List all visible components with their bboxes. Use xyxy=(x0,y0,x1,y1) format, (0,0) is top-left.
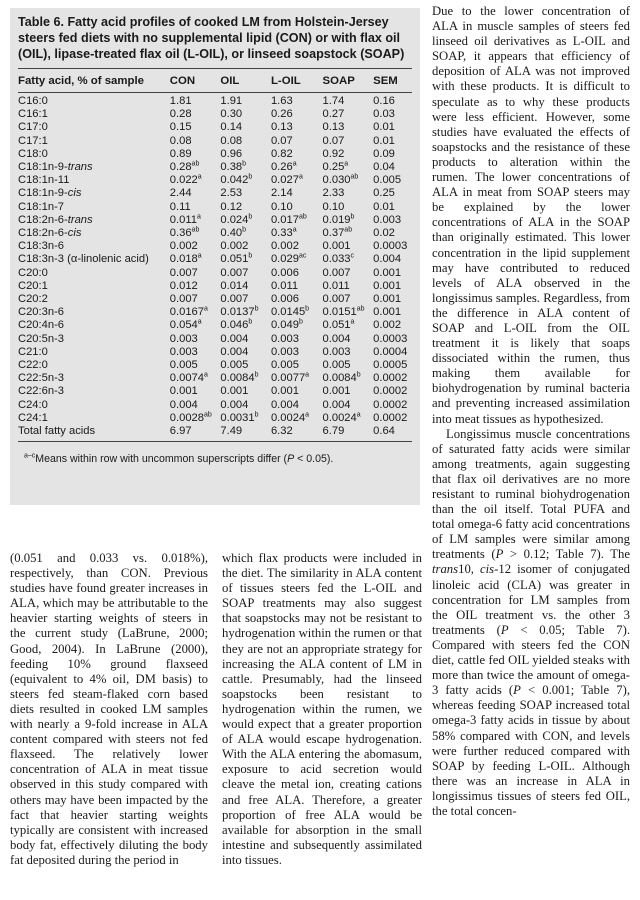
cell-sem: 0.0005 xyxy=(373,359,408,372)
cell-l-oil: 0.0145$^b$ xyxy=(270,305,310,319)
table-row xyxy=(18,135,412,148)
cell-oil: 0.12 xyxy=(220,200,243,213)
cell-soap: 0.030$^{ab}$ xyxy=(322,173,359,187)
fatty-acid-name: C20:5n-3 xyxy=(18,332,65,345)
cell-l-oil: 0.0024$^a$ xyxy=(270,411,310,424)
cell-sem: 0.0003 xyxy=(373,240,408,253)
cell-soap: 0.25$^a$ xyxy=(322,160,349,174)
header-oil: OIL xyxy=(220,75,240,87)
footnote-text: Means within row with uncommon superscripts differ ( xyxy=(35,453,288,466)
cell-soap: 0.0151$^{ab}$ xyxy=(322,305,365,319)
cell-soap: 0.0024$^a$ xyxy=(322,411,361,424)
left-paragraph: (0.051 and 0.033 vs. 0.018%), respectively, than CON. Previous studies have found greater increases in ALA, which may be attributable to the heavier starting weights of steers in the current study (LaBrune, 2000; Good, 2004). In LaBrune (2000), feeding 10% ground flaxseed (equivalent to 4% oil, DM basis) to steers fed steam-flaked corn based diets resulted in cooked LM samples with nearly a 9-fold increase in ALA content compared with steers not fed flaxseed. The relatively lower concentration of ALA in meat tissue observed in this study compared with others may have been impacted by the fact that heavier starting weights typically are consistent with increased body fat, effectively diluting the body fat deposited during the period in xyxy=(10,551,208,867)
cell-con: 0.28$^{ab}$ xyxy=(169,160,200,174)
cell-soap: 0.001 xyxy=(322,385,351,398)
cell-sem: 0.03 xyxy=(373,108,395,121)
table-row xyxy=(18,148,412,161)
fatty-acid-name: C18:1n-11 xyxy=(18,174,70,187)
cell-oil: 1.91 xyxy=(220,95,243,107)
fatty-acid-name: C18:2n-6-trans xyxy=(18,213,93,226)
cell-oil: 0.024$^b$ xyxy=(220,213,253,226)
table-row xyxy=(18,346,412,359)
table-row xyxy=(18,306,412,319)
cell-con: 0.012 xyxy=(169,279,198,292)
cell-l-oil: 0.027$^a$ xyxy=(270,173,303,187)
header-l-oil: L-OIL xyxy=(270,75,301,87)
cell-l-oil: 0.10 xyxy=(270,200,293,213)
cell-con: 0.0167$^a$ xyxy=(169,305,208,319)
cell-sem: 0.001 xyxy=(373,306,402,319)
table-row xyxy=(18,385,412,398)
cell-soap: 0.004 xyxy=(322,332,351,345)
cell-sem: 0.002 xyxy=(373,319,402,332)
table-row xyxy=(18,333,412,346)
cell-sem: 0.001 xyxy=(373,293,402,306)
fatty-acid-name: C20:0 xyxy=(18,266,48,279)
total-soap: 6.79 xyxy=(322,425,345,438)
total-label: Total fatty acids xyxy=(18,425,96,438)
cell-l-oil: 0.011 xyxy=(270,279,299,292)
cell-con: 0.15 xyxy=(169,121,192,134)
header-fatty-acid: Fatty acid, % of sample xyxy=(18,75,144,87)
cell-soap: 0.37$^{ab}$ xyxy=(322,226,353,240)
cell-sem: 0.001 xyxy=(373,266,402,279)
left-column-text xyxy=(10,551,208,868)
table-title: Table 6. Fatty acid profiles of cooked LM from Holstein-Jersey steers fed diets with no supplemental lipid (CON) or with flax oil (OIL), lipase-treated flax oil (L-OIL), or linseed soapstock (SOAP) xyxy=(18,15,405,61)
total-l-oil: 6.32 xyxy=(270,425,293,438)
cell-con: 0.007 xyxy=(169,266,198,279)
fatty-acid-name: C18:1n-7 xyxy=(18,200,65,213)
cell-soap: 0.0084$^b$ xyxy=(322,371,361,385)
table-row xyxy=(18,227,412,240)
cell-l-oil: 0.003 xyxy=(270,332,299,345)
cell-l-oil: 0.049$^b$ xyxy=(270,318,303,332)
cell-sem: 0.16 xyxy=(373,95,395,107)
cell-l-oil: 0.003 xyxy=(270,345,299,358)
cell-oil: 0.40$^b$ xyxy=(220,226,247,240)
cell-l-oil: 0.017$^{ab}$ xyxy=(270,213,307,226)
cell-con: 0.003 xyxy=(169,332,198,345)
cell-l-oil: 0.006 xyxy=(270,293,299,306)
table-row xyxy=(18,280,412,293)
cell-l-oil: 0.33$^a$ xyxy=(270,226,297,240)
cell-oil: 0.14 xyxy=(220,121,243,134)
cell-soap: 0.001 xyxy=(322,240,351,253)
cell-soap: 0.10 xyxy=(322,200,345,213)
cell-oil: 0.001 xyxy=(220,385,249,398)
table-row xyxy=(18,201,412,214)
fatty-acid-name: C18:3n-6 xyxy=(18,240,65,253)
fatty-acid-name: C16:1 xyxy=(18,108,48,121)
cell-sem: 0.0002 xyxy=(373,372,408,385)
fatty-acid-name: C20:3n-6 xyxy=(18,306,65,319)
cell-l-oil: 0.004 xyxy=(270,398,299,411)
cell-con: 0.018$^a$ xyxy=(169,252,202,266)
cell-sem: 0.0003 xyxy=(373,332,408,345)
cell-l-oil: 0.001 xyxy=(270,385,299,398)
cell-con: 0.002 xyxy=(169,240,198,253)
fatty-acid-name: C22:5n-3 xyxy=(18,372,65,385)
cell-oil: 0.007 xyxy=(220,266,249,279)
cell-oil: 0.004 xyxy=(220,345,249,358)
cell-l-oil: 0.005 xyxy=(270,359,299,372)
total-con: 6.97 xyxy=(169,425,192,438)
cell-soap: 0.011 xyxy=(322,279,350,292)
table-row xyxy=(18,108,412,121)
cell-con: 0.022$^a$ xyxy=(169,173,202,187)
cell-oil: 0.0031$^b$ xyxy=(220,411,259,424)
fatty-acid-name: C18:1n-9-trans xyxy=(18,161,93,174)
cell-oil: 0.046$^b$ xyxy=(220,318,253,332)
cell-con: 0.007 xyxy=(169,293,198,306)
cell-soap: 0.004 xyxy=(322,398,351,411)
p2-text-c: 10, xyxy=(458,562,481,577)
cell-con: 0.11 xyxy=(169,200,191,213)
fatty-acid-name: C20:4n-6 xyxy=(18,319,65,332)
cell-oil: 0.051$^b$ xyxy=(220,252,253,266)
p2-p-italic-1: P xyxy=(495,547,504,562)
fatty-acid-name: C20:1 xyxy=(18,279,48,292)
table-row xyxy=(18,399,412,412)
cell-oil: 2.53 xyxy=(220,187,243,200)
cell-con: 0.001 xyxy=(169,385,198,398)
cell-sem: 0.0002 xyxy=(373,411,408,424)
p2-p-italic-3: P xyxy=(513,683,521,698)
table-row xyxy=(18,240,412,253)
table-row xyxy=(18,293,412,306)
cell-oil: 0.004 xyxy=(220,398,249,411)
fatty-acid-name: C22:6n-3 xyxy=(18,385,65,398)
cell-oil: 0.042$^b$ xyxy=(220,173,253,187)
cell-oil: 0.005 xyxy=(220,359,249,372)
table-row xyxy=(18,359,412,372)
cell-con: 0.003 xyxy=(169,345,198,358)
cell-sem: 0.01 xyxy=(373,200,395,213)
cell-sem: 0.003 xyxy=(373,213,402,226)
table-body xyxy=(18,93,412,425)
cell-l-oil: 0.0077$^a$ xyxy=(270,371,310,385)
right-column-text xyxy=(432,4,630,819)
fatty-acid-name: C21:0 xyxy=(18,345,48,358)
p2-text-e: < 0.05; Table 7). Compared with steers fed the CON diet, cattle fed OIL yielded steaks with more than twice the amount of omega-3 fatty acids ( xyxy=(432,622,630,698)
cell-con: 0.054$^a$ xyxy=(169,318,202,332)
cell-oil: 0.08 xyxy=(220,134,243,147)
cell-l-oil: 0.006 xyxy=(270,266,299,279)
fatty-acid-name: C20:2 xyxy=(18,293,48,306)
table-row xyxy=(18,253,412,266)
cell-con: 0.005 xyxy=(169,359,198,372)
header-soap: SOAP xyxy=(322,75,355,87)
footnote-p: P xyxy=(287,453,295,466)
cell-l-oil: 0.002 xyxy=(270,240,299,253)
fatty-acid-name: C18:1n-9-cis xyxy=(18,187,82,200)
cell-con: 0.89 xyxy=(169,147,192,160)
cell-l-oil: 0.26 xyxy=(270,108,293,121)
cell-l-oil: 0.82 xyxy=(270,147,293,160)
cell-con: 0.0074$^a$ xyxy=(169,371,208,385)
table-row xyxy=(18,121,412,134)
cell-soap: 0.019$^b$ xyxy=(322,213,355,226)
cell-l-oil: 0.13 xyxy=(270,121,293,134)
total-sem: 0.64 xyxy=(373,425,395,438)
fatty-acid-table xyxy=(10,8,420,505)
cell-con: 0.08 xyxy=(169,134,192,147)
p2-text-b: > 0.12; Table 7). The xyxy=(503,547,630,562)
cell-oil: 0.0084$^b$ xyxy=(220,371,259,385)
cell-soap: 0.003 xyxy=(322,345,351,358)
cell-sem: 0.0002 xyxy=(373,385,408,398)
middle-paragraph: which flax products were included in the diet. The similarity in ALA content of tissues steers fed the L-OIL and SOAP treatments may also suggest that soapstocks may not be resistant to hydrogenation within the rumen or that they are not an appropriate strategy for increasing the ALA content of LM in cattle. Presumably, had the linseed soapstocks been resistant to hydrogenation within the rumen, we would expect that a greater proportion of ALA would escape hydrogenation. With the ALA entering the abomasum, exposure to acid secretion would cleave the metal ion, creating cations and free ALA. Therefore, a greater proportion of free ALA would be available for absorption in the small intestine and subsequently assimilated into tissues. xyxy=(222,551,422,867)
total-oil: 7.49 xyxy=(220,425,243,438)
fatty-acid-name: C18:2n-6-cis xyxy=(18,227,82,240)
right-paragraph-1: Due to the lower concentration of ALA in muscle samples of steers fed linseed oil derivatives as L-OIL and SOAP, it appears that efficiency of deposition of ALA was not improved with these products. It is difficult to speculate as to why these products were less efficient. However, some studies have evaluated the effects of soapstocks and the resistance of these products to alteration within the rumen. The lower concentrations of ALA in meat from SOAP steers may be explained by the lower concentrations of ALA in the SOAP than originally estimated. This lower concentration in the lipid supplement may have contributed to reduced levels of ALA observed in the longissimus samples. Regardless, from the difference in ALA content of SOAP and L-OIL from the OIL treatment it is likely that soaps dissociated within the rumen, thus making them available for biohydrogenation by ruminal bacteria and preventing increased assimilation into meat tissues as hypothesized. xyxy=(432,4,630,426)
cell-sem: 0.0002 xyxy=(373,398,408,411)
cell-oil: 0.007 xyxy=(220,293,249,306)
footnote-end: < 0.05). xyxy=(294,453,334,466)
cell-soap: 0.005 xyxy=(322,359,351,372)
cell-soap: 0.007 xyxy=(322,293,351,306)
table-row xyxy=(18,267,412,280)
cell-oil: 0.96 xyxy=(220,147,243,160)
cell-soap: 2.33 xyxy=(322,187,345,200)
cell-sem: 0.02 xyxy=(373,227,395,240)
cell-sem: 0.09 xyxy=(373,147,395,160)
cell-soap: 0.051$^a$ xyxy=(322,318,355,332)
cell-sem: 0.04 xyxy=(373,161,395,174)
fatty-acid-name: C24:0 xyxy=(18,398,48,411)
cell-soap: 0.033$^c$ xyxy=(322,252,355,266)
fatty-acid-name: C17:0 xyxy=(18,121,48,134)
p2-text-f: < 0.001; Table 7), whereas feeding SOAP increased total omega-3 fatty acids in tissue by about 58% compared with CON, and levels were further reduced compared with SOAP by feeding L-OIL. Although there was an increase in ALA in longissimus tissues of steers fed OIL, the total concen- xyxy=(432,683,631,818)
header-sem: SEM xyxy=(373,75,398,87)
cell-oil: 0.0137$^b$ xyxy=(220,305,259,319)
fatty-acid-name: C18:0 xyxy=(18,147,48,160)
cell-l-oil: 2.14 xyxy=(270,187,293,200)
cell-sem: 0.01 xyxy=(373,121,395,134)
cell-con: 0.28 xyxy=(169,108,192,121)
table-total-row xyxy=(18,425,412,441)
middle-column-text xyxy=(222,551,422,868)
p2-text-a: Longissimus muscle concentrations of saturated fatty acids were similar among treatments, again suggesting that flax oil derivatives are no more resistant to ruminal biohydrogenation than the oil itself. Total PUFA and total omega-6 fatty acid concentrations of LM samples were similar among treatments ( xyxy=(432,426,630,562)
table-row xyxy=(18,161,412,174)
cell-con: 0.0028$^{ab}$ xyxy=(169,411,212,424)
fatty-acid-name: C24:1 xyxy=(18,411,48,424)
cell-soap: 0.92 xyxy=(322,147,345,160)
header-con: CON xyxy=(169,75,196,87)
footnote-superscript: a–c xyxy=(24,452,36,460)
cell-sem: 0.01 xyxy=(373,134,395,147)
p2-p-italic-2: P xyxy=(500,622,509,637)
table-footnote xyxy=(18,442,412,466)
cell-sem: 0.005 xyxy=(373,174,402,187)
cell-con: 0.36$^{ab}$ xyxy=(169,226,200,240)
cell-oil: 0.004 xyxy=(220,332,249,345)
cell-l-oil: 1.63 xyxy=(270,95,293,107)
cell-con: 0.011$^a$ xyxy=(169,213,201,226)
cell-l-oil: 0.029$^{ac}$ xyxy=(270,252,307,266)
cell-l-oil: 0.07 xyxy=(270,134,293,147)
table-row xyxy=(18,372,412,385)
cell-con: 2.44 xyxy=(169,187,192,200)
cell-sem: 0.0004 xyxy=(373,345,408,358)
table-row xyxy=(18,95,412,108)
cell-sem: 0.004 xyxy=(373,253,402,266)
fatty-acid-name: C16:0 xyxy=(18,95,48,107)
p2-trans-italic: trans xyxy=(432,562,459,577)
fatty-acid-name: C17:1 xyxy=(18,134,48,147)
cell-soap: 0.07 xyxy=(322,134,345,147)
cell-soap: 0.13 xyxy=(322,121,345,134)
cell-sem: 0.25 xyxy=(373,187,395,200)
table-row xyxy=(18,174,412,187)
cell-oil: 0.002 xyxy=(220,240,249,253)
cell-l-oil: 0.26$^a$ xyxy=(270,160,297,174)
cell-sem: 0.001 xyxy=(373,279,402,292)
fatty-acid-name: C18:3n-3 (α-linolenic acid) xyxy=(18,253,149,266)
cell-soap: 1.74 xyxy=(322,95,345,107)
table-row xyxy=(18,187,412,200)
cell-soap: 0.27 xyxy=(322,108,345,121)
fatty-acid-name: C22:0 xyxy=(18,359,48,372)
p2-text-d: -12 isomer of conjugated linoleic acid (CLA) was greater in concentration for LM samples from the OIL treatment vs. the other 3 treatments ( xyxy=(432,562,630,637)
table-row xyxy=(18,214,412,227)
right-paragraph-2 xyxy=(432,427,630,819)
cell-soap: 0.007 xyxy=(322,266,351,279)
table-row xyxy=(18,412,412,425)
cell-con: 0.004 xyxy=(169,398,198,411)
cell-oil: 0.014 xyxy=(220,279,249,292)
table-row xyxy=(18,319,412,332)
cell-oil: 0.38$^b$ xyxy=(220,160,247,174)
p2-cis-italic: cis xyxy=(480,562,495,577)
table-header-row xyxy=(18,69,412,92)
cell-con: 1.81 xyxy=(169,95,192,107)
cell-oil: 0.30 xyxy=(220,108,243,121)
